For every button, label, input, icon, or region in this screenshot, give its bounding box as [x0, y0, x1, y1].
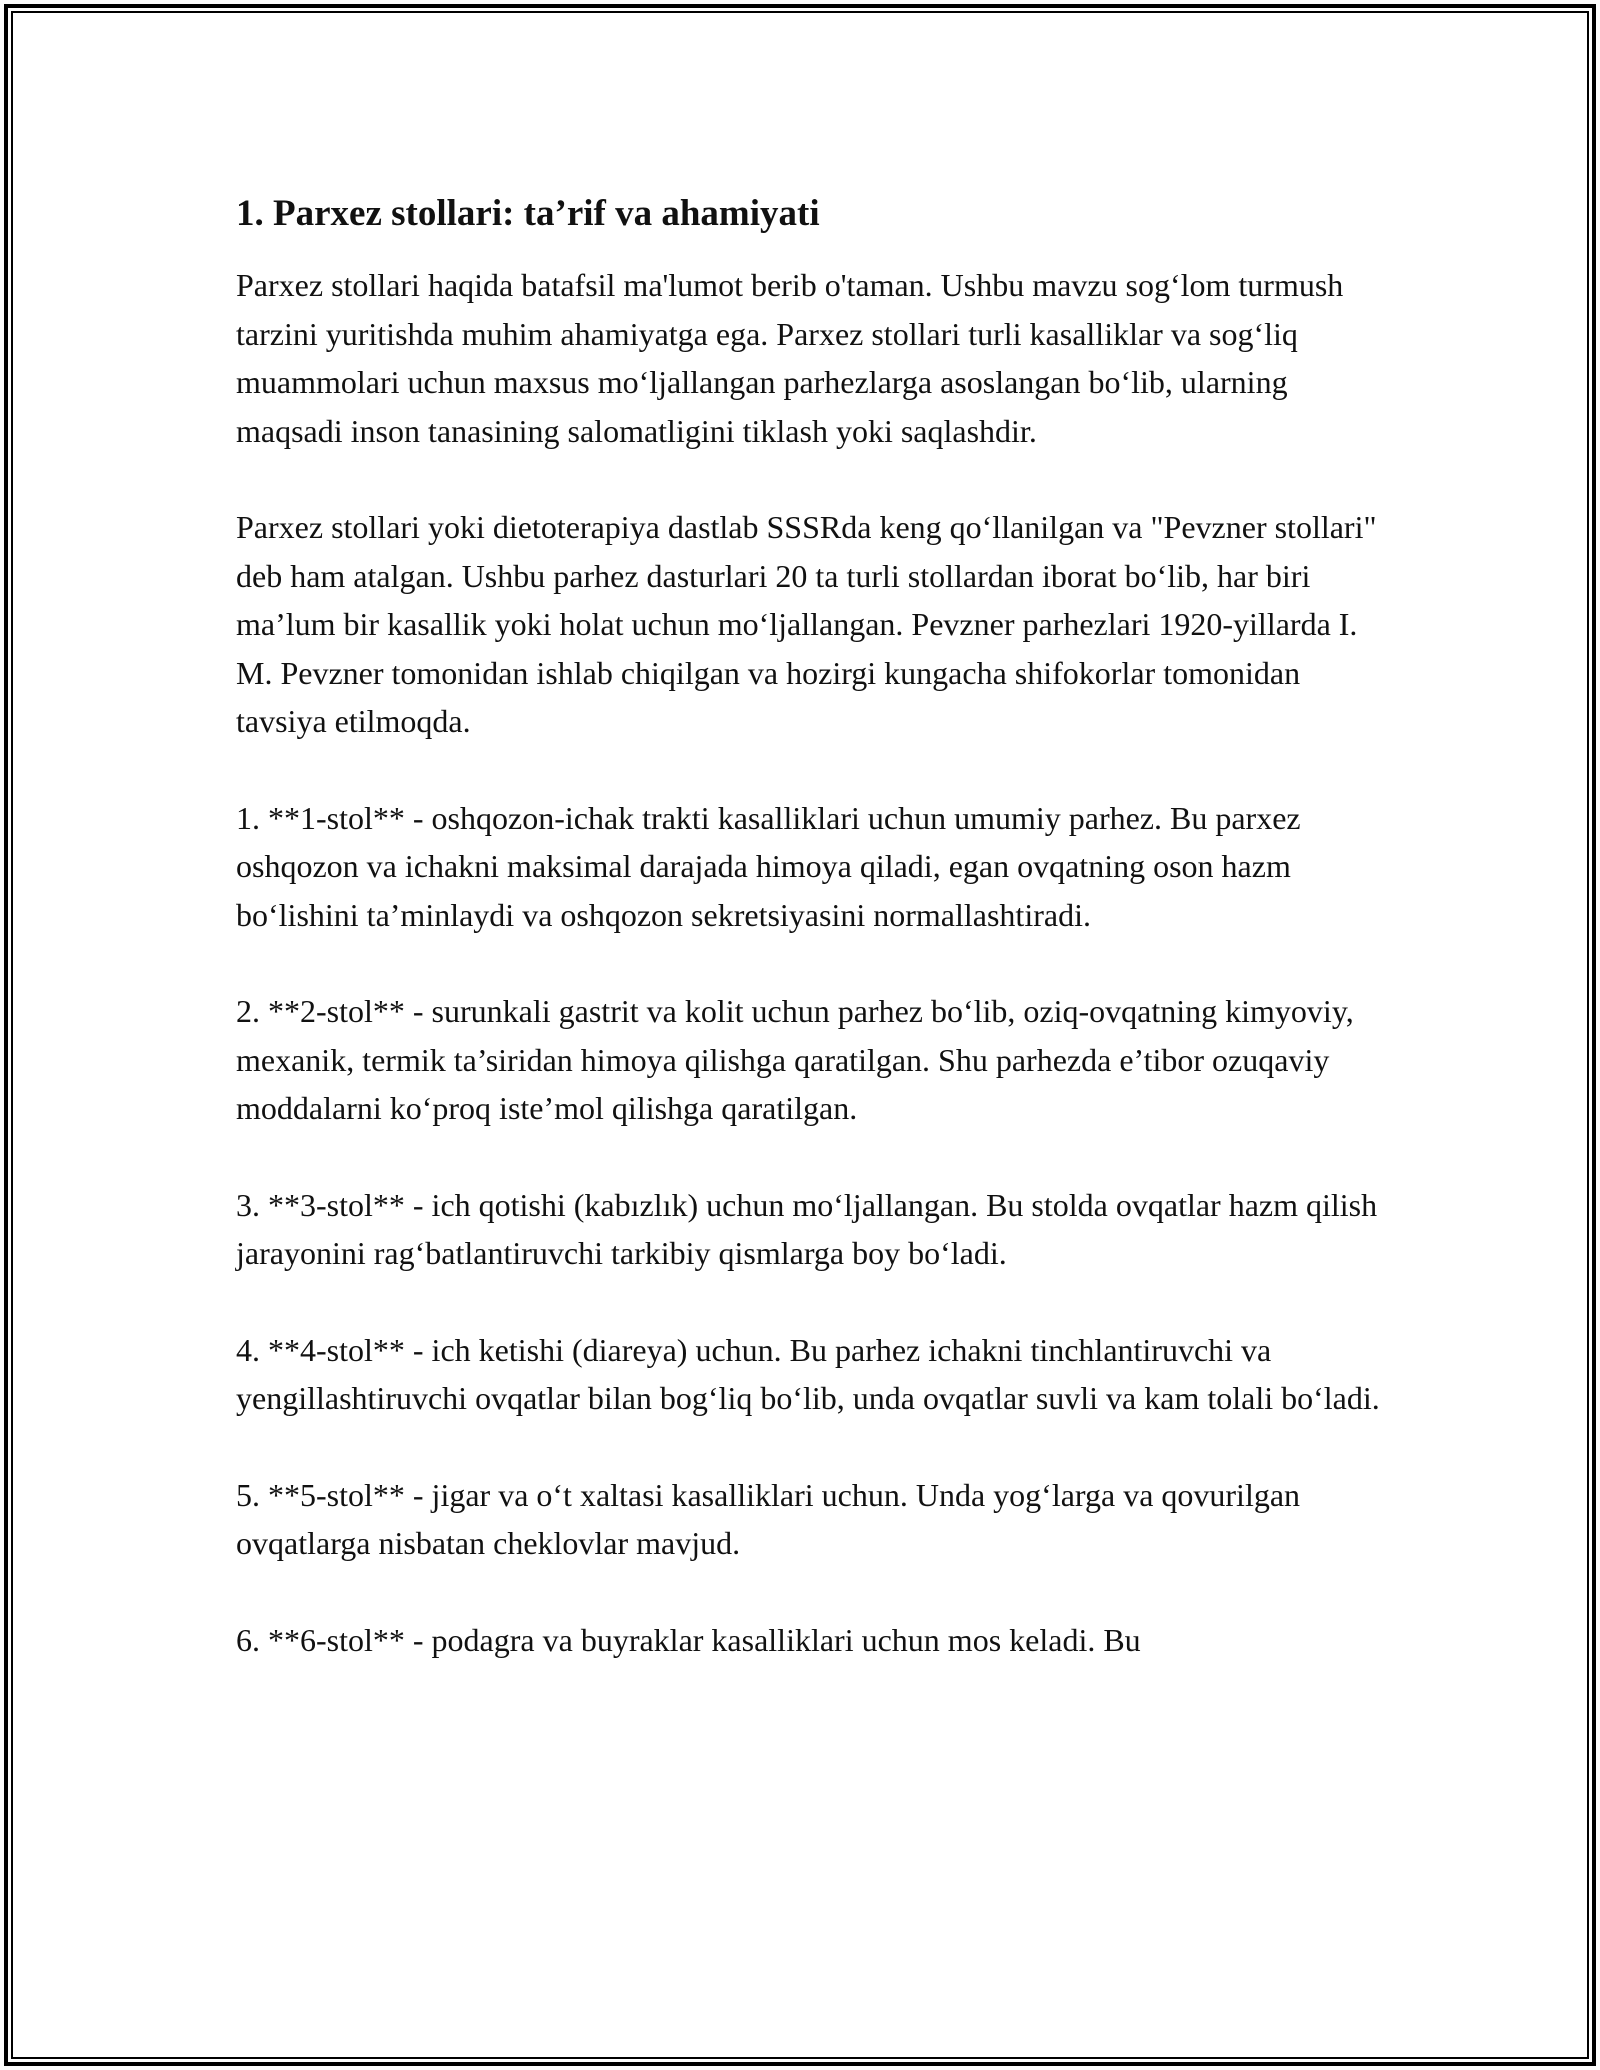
list-item-table-4: 4. **4-stol** - ich ketishi (diareya) uchun. Bu parhez ichakni tinchlantiruvchi va yengillashtiruvchi ovqatlar bilan bog‘liq bo‘lib, unda ovqatlar suvli va kam tolali bo‘ladi.: [236, 1331, 1380, 1416]
intro-paragraph: Parxez stollari haqida batafsil ma'lumot berib o'taman. Ushbu mavzu sog‘lom turmush tarzini yuritishda muhim ahamiyatga ega. Parxez stollari turli kasalliklar va sog‘liq muammolari uchun maxsus mo‘ljallangan parhezlarga asoslangan bo‘lib, ularning maqsadi inson tanasining salomatligini tiklash yoki saqlashdir.: [236, 267, 1344, 449]
document-body: [236, 185, 1386, 1664]
list-item-table-1: 1. **1-stol** - oshqozon-ichak trakti kasalliklari uchun umumiy parhez. Bu parxez oshqozon va ichakni maksimal darajada himoya qiladi, egan ovqatning oson hazm bo‘lishini ta’minlaydi va oshqozon sekretsiyasini normallashtiradi.: [236, 799, 1301, 933]
list-item-table-2: 2. **2-stol** - surunkali gastrit va kolit uchun parhez bo‘lib, oziq-ovqatning kimyoviy, mexanik, termik ta’siridan himoya qilishga qaratilgan. Shu parhezda e’tibor ozuqaviy moddalarni ko‘proq iste’mol qilishga qaratilgan.: [236, 993, 1354, 1126]
list-item-table-5: 5. **5-stol** - jigar va o‘t xaltasi kasalliklari uchun. Unda yog‘larga va qovurilgan ovqatlarga nisbatan cheklovlar mavjud.: [236, 1476, 1301, 1561]
section-heading: 1. Parxez stollari: ta’rif va ahamiyati: [236, 193, 820, 234]
list-item-table-3: 3. **3-stol** - ich qotishi (kabızlık) uchun mo‘ljallangan. Bu stolda ovqatlar hazm qilish jarayonini rag‘batlantiruvchi tarkibiy qismlarga boy bo‘ladi.: [236, 1186, 1378, 1271]
history-paragraph: Parxez stollari yoki dietoterapiya dastlab SSSRda keng qo‘llanilgan va "Pevzner stollari" deb ham atalgan. Ushbu parhez dasturlari 20 ta turli stollardan iborat bo‘lib, har biri ma’lum bir kasallik yoki holat uchun mo‘ljallangan. Pevzner parhezlari 1920-yillarda I. M. Pevzner tomonidan ishlab chiqilgan va hozirgi kungacha shifokorlar tomonidan tavsiya etilmoqda.: [236, 509, 1377, 739]
list-item-table-6: 6. **6-stol** - podagra va buyraklar kasalliklari uchun mos keladi. Bu: [236, 1621, 1141, 1658]
